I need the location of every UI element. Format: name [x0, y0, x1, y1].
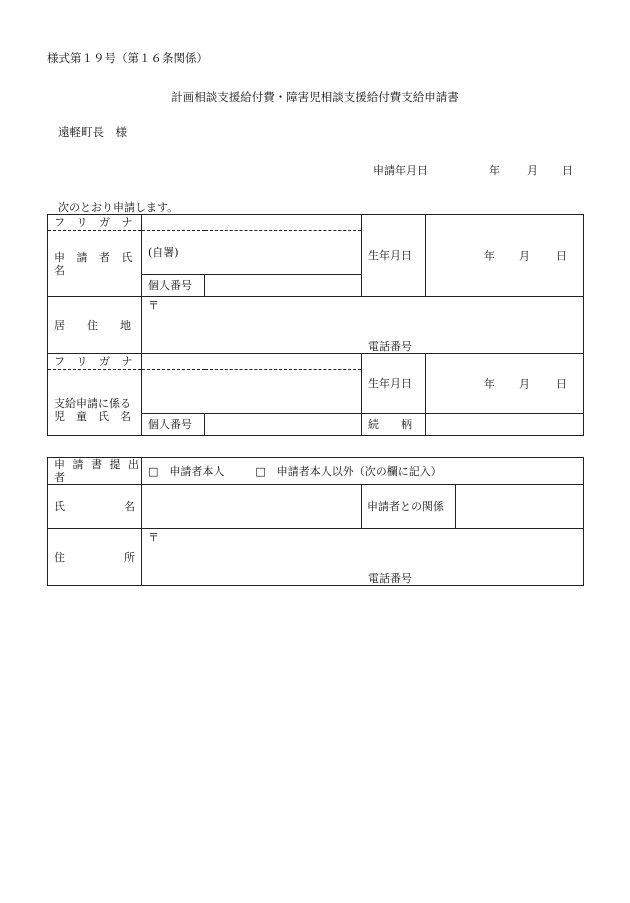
relationship-input[interactable] — [426, 414, 584, 436]
personal-number-label: 個人番号 — [142, 275, 205, 297]
furigana-input[interactable] — [142, 215, 362, 231]
applicant-name-input[interactable] — [142, 231, 362, 275]
child-birth-year-unit: 年 — [484, 377, 495, 390]
submitter-postal-mark: 〒 — [148, 531, 159, 544]
relation-label: 申請者との関係 — [362, 485, 456, 529]
submitter-table — [47, 457, 584, 586]
child-personal-number-input[interactable] — [205, 414, 362, 436]
intro-text: 次のとおり申請します。 — [58, 201, 179, 214]
child-birth-date-label: 生年月日 — [362, 354, 426, 414]
application-date-day-field[interactable]: 日 — [562, 164, 573, 177]
submitter-name-input[interactable] — [142, 485, 362, 529]
child-name-input[interactable] — [142, 370, 362, 414]
option-self-checkbox[interactable]: □ 申請者本人 — [148, 464, 225, 478]
applicant-name-label: 申 請 者 氏 名 — [48, 231, 142, 297]
child-furigana-label: フ リ ガ ナ — [48, 354, 142, 370]
application-date-month-field[interactable]: 月 — [527, 164, 538, 177]
application-date-year-field[interactable]: 年 — [489, 164, 500, 177]
birth-month-unit: 月 — [519, 249, 530, 262]
child-name-label: 支給申請に係る 児 童 氏 名 — [48, 370, 142, 436]
submitter-name-label: 氏 名 — [48, 485, 142, 529]
birth-day-unit: 日 — [556, 249, 567, 262]
submitter-options — [142, 458, 584, 485]
submitter-address-label: 住 所 — [48, 529, 142, 586]
signature-note: (自署) — [148, 246, 179, 259]
application-date-label: 申請年月日 — [373, 164, 428, 177]
child-birth-month-unit: 月 — [519, 377, 530, 390]
furigana-label: フ リ ガ ナ — [48, 215, 142, 231]
child-personal-number-label: 個人番号 — [142, 414, 205, 436]
option-other-checkbox[interactable]: □ 申請者本人以外（次の欄に記入） — [255, 464, 442, 478]
birth-date-label: 生年月日 — [362, 215, 426, 297]
document-title: 計画相談支援給付費・障害児相談支援給付費支給申請書 — [171, 90, 459, 104]
addressee: 遠軽町長 様 — [58, 125, 127, 139]
submitter-label: 申 請 書 提 出 者 — [48, 458, 142, 485]
postal-mark: 〒 — [148, 299, 159, 312]
relation-input[interactable] — [456, 485, 584, 529]
submitter-address-input[interactable] — [142, 529, 584, 586]
submitter-phone-label: 電話番号 — [368, 572, 412, 585]
birth-date-field[interactable] — [426, 215, 584, 297]
relationship-label: 続 柄 — [362, 414, 426, 436]
residence-input[interactable] — [142, 297, 584, 354]
child-birth-day-unit: 日 — [556, 377, 567, 390]
personal-number-input[interactable] — [205, 275, 362, 297]
residence-phone-label: 電話番号 — [368, 340, 412, 353]
applicant-table — [47, 214, 584, 436]
residence-label: 居 住 地 — [48, 297, 142, 354]
form-number: 様式第１９号（第１６条関係） — [47, 51, 208, 65]
child-furigana-input[interactable] — [142, 354, 362, 370]
birth-year-unit: 年 — [484, 249, 495, 262]
child-birth-date-field[interactable] — [426, 354, 584, 414]
